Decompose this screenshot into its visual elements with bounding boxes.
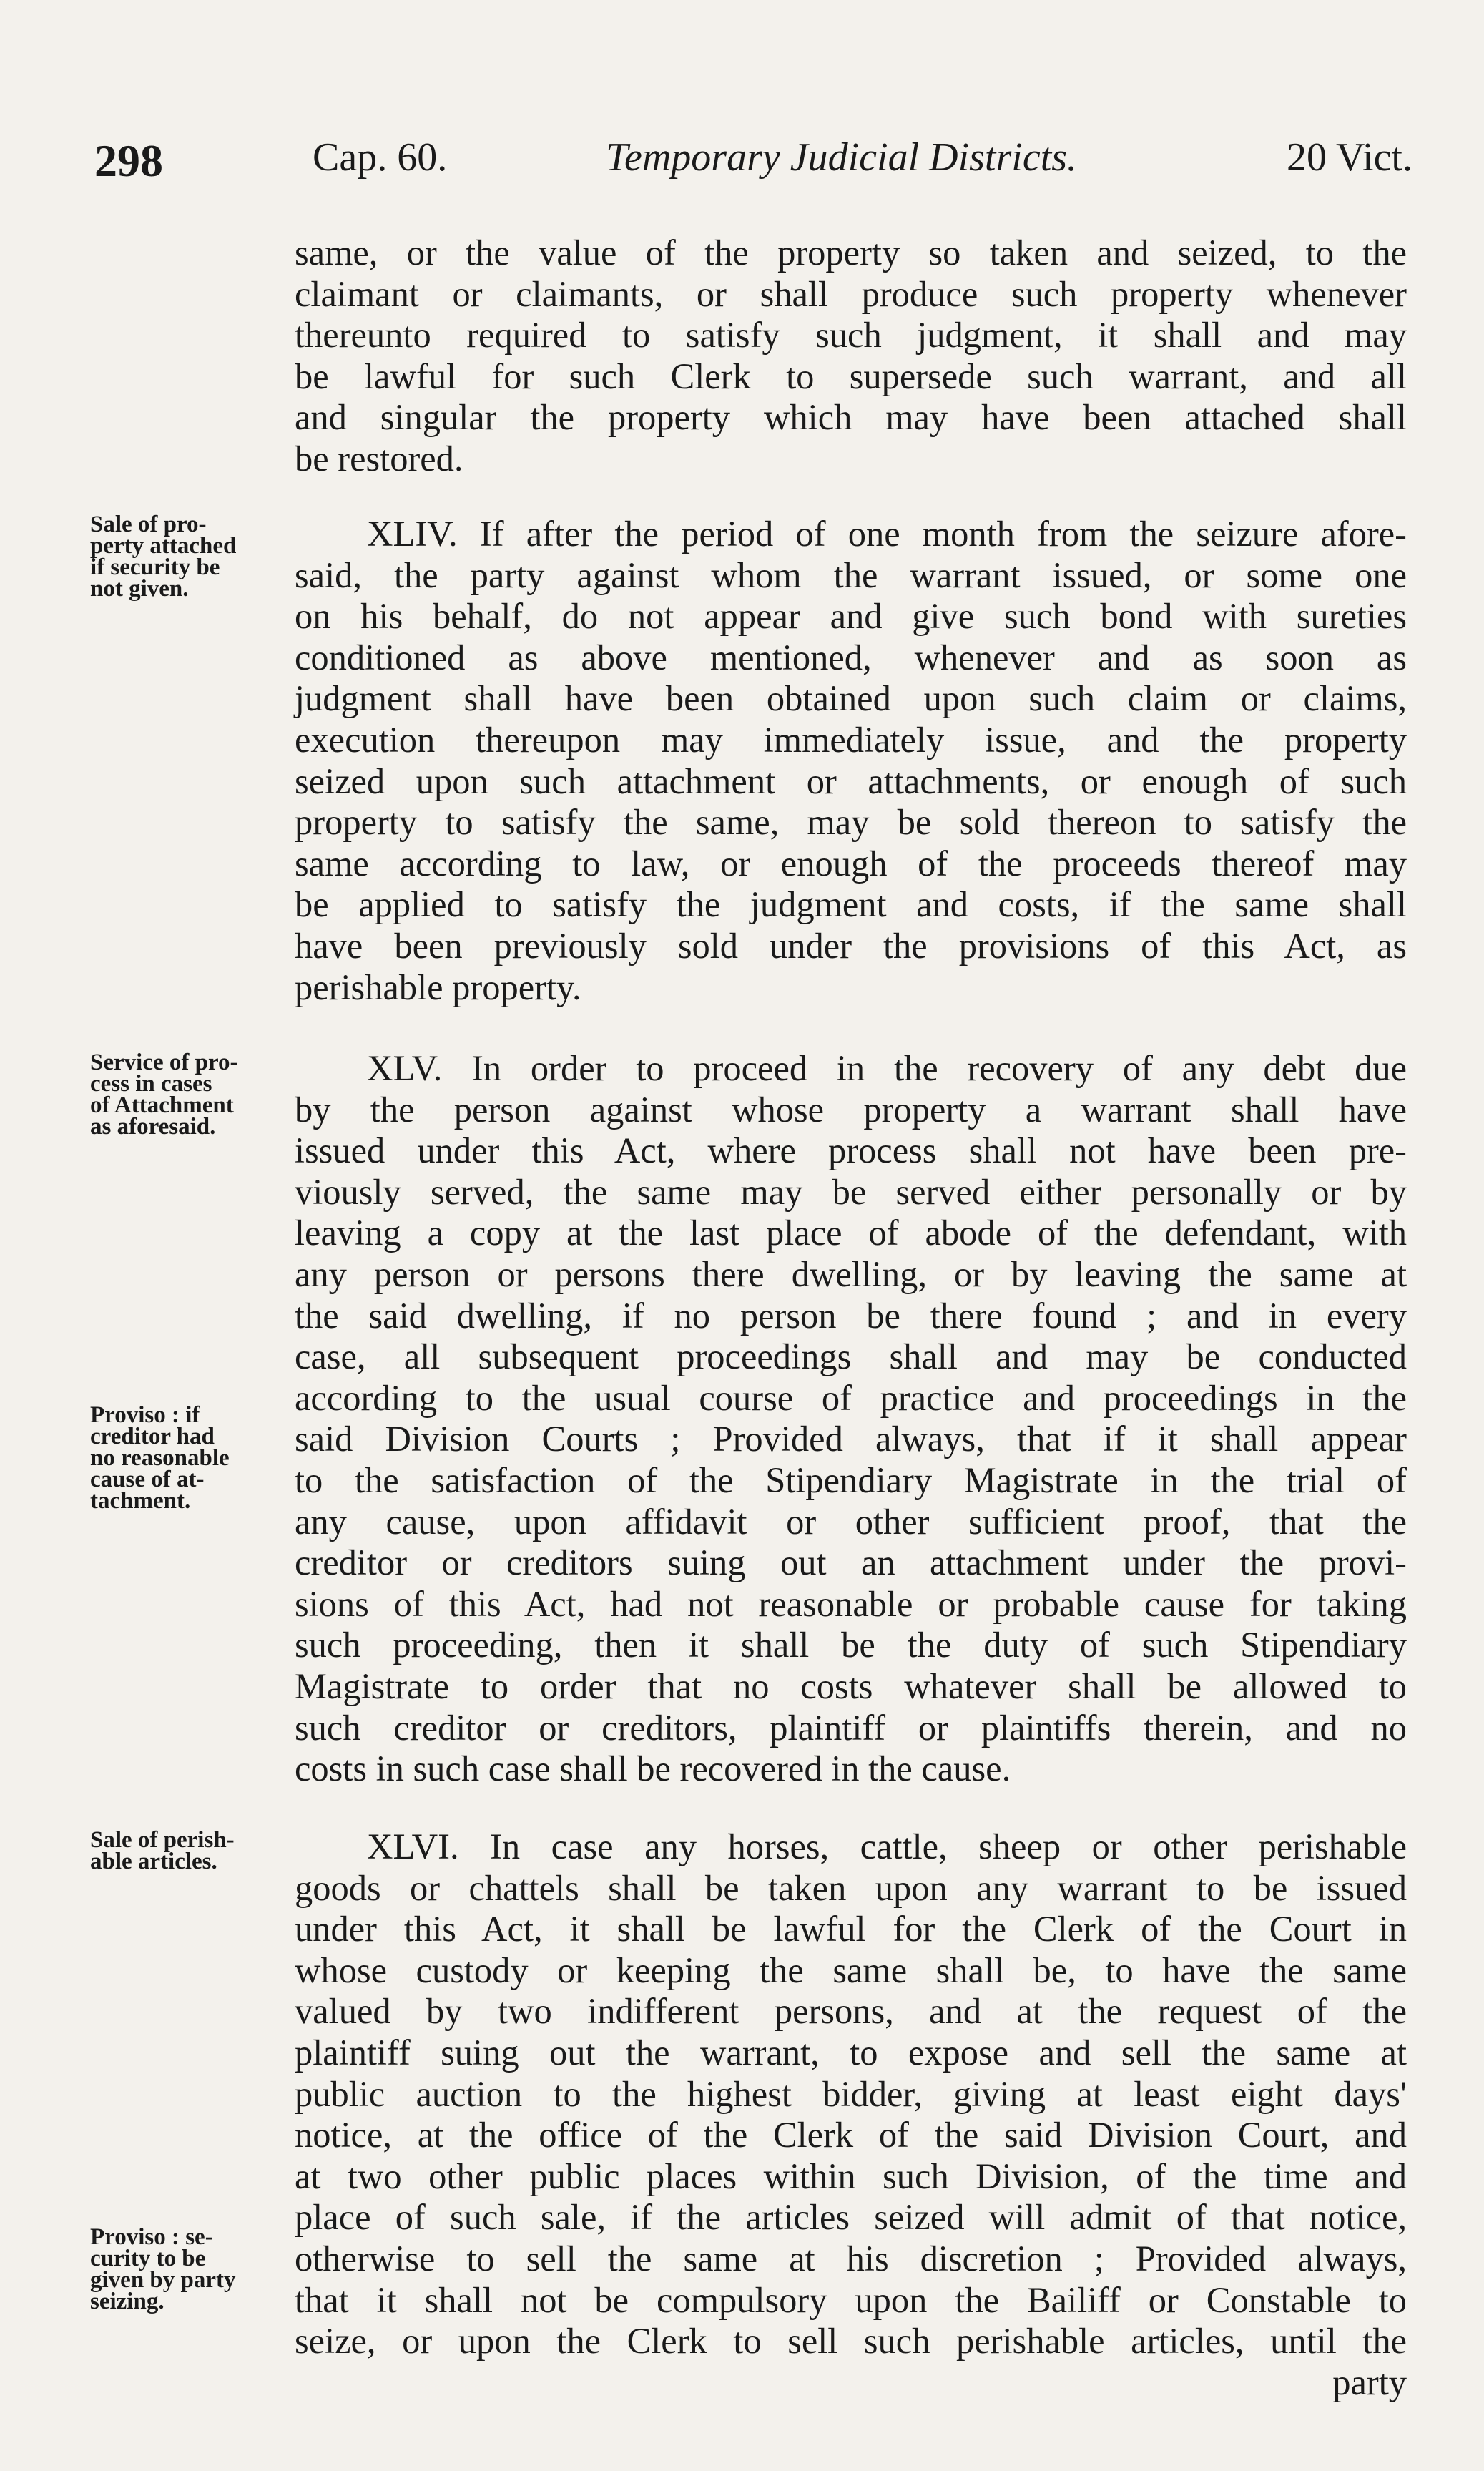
text-line-content: If after the period of one month from the seizure afore- (479, 514, 1407, 554)
margin-note-line: Sale of perish- (90, 1827, 235, 1853)
text-line: viously served, the same may be served either personally or by (295, 1171, 1407, 1212)
text-line: seized upon such attachment or attachments, or enough of such (295, 760, 1407, 801)
text-line-content: In case any horses, cattle, sheep or other perishable (490, 1826, 1407, 1866)
text-line: judgment shall have been obtained upon such claim or claims, (295, 678, 1407, 719)
margin-note-line: creditor had (90, 1424, 215, 1449)
text-line: such proceeding, then it shall be the duty of such Stipendiary (295, 1625, 1407, 1665)
margin-note-line: not given. (90, 576, 189, 602)
continuation-paragraph (295, 233, 1407, 480)
text-line: conditioned as above mentioned, whenever and as soon as (295, 637, 1407, 677)
text-line: be restored. (295, 438, 463, 479)
margin-note-line: curity to be (90, 2246, 206, 2271)
page-number: 298 (94, 135, 163, 186)
text-line: perishable property. (295, 967, 581, 1007)
section-xlv (295, 1048, 1407, 1790)
text-line: that it shall not be compulsory upon the Bailiff or Constable to (295, 2279, 1407, 2320)
text-line: seize, or upon the Clerk to sell such perishable articles, until the (295, 2321, 1407, 2362)
text-line: issued under this Act, where process shall not have been pre- (295, 1130, 1407, 1171)
margin-note-proviso-security (90, 2226, 298, 2312)
section-number: XLV. (367, 1048, 443, 1088)
text-line: costs in such case shall be recovered in the cause. (295, 1748, 1011, 1789)
section-xliv (295, 514, 1407, 1008)
text-line: plaintiff suing out the warrant, to expose and sell the same at (295, 2032, 1407, 2073)
catchword: party (1332, 2362, 1407, 2402)
text-line: goods or chattels shall be taken upon any warrant to be issued (295, 1867, 1407, 1908)
margin-note-line: cause of at- (90, 1467, 205, 1492)
text-line: at two other public places within such Division, of the time and (295, 2156, 1407, 2196)
running-header (94, 134, 1412, 199)
text-line: property to satisfy the same, may be sold thereon to satisfy the (295, 802, 1407, 843)
text-line: under this Act, it shall be lawful for the Clerk of the Court in (295, 1909, 1407, 1949)
text-line: such creditor or creditors, plaintiff or plaintiffs therein, and no (295, 1707, 1407, 1748)
margin-note-line: as aforesaid. (90, 1114, 216, 1140)
margin-note-proviso-creditor (90, 1404, 298, 1512)
text-line: on his behalf, do not appear and give such bond with sureties (295, 596, 1407, 637)
margin-note-line: Sale of pro- (90, 512, 207, 537)
text-line (295, 1826, 1407, 1868)
margin-note-line: of Attachment (90, 1092, 234, 1118)
text-line: creditor or creditors suing out an attachment under the provi- (295, 1542, 1407, 1583)
text-line: Magistrate to order that no costs whatever shall be allowed to (295, 1665, 1407, 1706)
margin-note-line: no reasonable (90, 1445, 230, 1471)
text-line: public auction to the highest bidder, giving at least eight days' (295, 2073, 1407, 2114)
text-line: any cause, upon affidavit or other sufficient proof, that the (295, 1501, 1407, 1542)
text-line: otherwise to sell the same at his discretion ; Provided always, (295, 2238, 1407, 2279)
text-line: to the satisfaction of the Stipendiary Magistrate in the trial of (295, 1459, 1407, 1500)
margin-note-line: perty attached (90, 533, 237, 559)
text-line: said Division Courts ; Provided always, that if it shall appear (295, 1419, 1407, 1459)
chapter-label: Cap. 60. (313, 135, 448, 180)
text-line: said, the party against whom the warrant issued, or some one (295, 554, 1407, 595)
text-line: leaving a copy at the last place of abode of the defendant, with (295, 1213, 1407, 1253)
text-line: by the person against whose property a warrant shall have (295, 1089, 1407, 1130)
section-number: XLVI. (367, 1826, 459, 1866)
text-line (295, 1048, 1407, 1090)
margin-note-service-of-process (90, 1049, 298, 1140)
text-line: have been previously sold under the provisions of this Act, as (295, 925, 1407, 966)
text-line: sions of this Act, had not reasonable or probable cause for taking (295, 1583, 1407, 1624)
regnal-year: 20 Vict. (1286, 135, 1412, 180)
text-line: be applied to satisfy the judgment and costs, if the same shall (295, 884, 1407, 925)
text-line: execution thereupon may immediately issue, and the property (295, 719, 1407, 760)
text-line: whose custody or keeping the same shall be, to have the same (295, 1949, 1407, 1990)
text-line (295, 514, 1407, 555)
margin-note-line: cess in cases (90, 1071, 212, 1097)
text-line: same according to law, or enough of the proceeds thereof may (295, 843, 1407, 884)
text-line-content: In order to proceed in the recovery of any debt due (471, 1048, 1407, 1088)
text-line: according to the usual course of practice and proceedings in the (295, 1377, 1407, 1418)
text-line: notice, at the office of the Clerk of the said Division Court, and (295, 2115, 1407, 2156)
text-line: valued by two indifferent persons, and at the request of the (295, 1991, 1407, 2032)
text-line: same, or the value of the property so taken and seized, to the (295, 233, 1407, 273)
margin-note-line: Proviso : se- (90, 2224, 213, 2250)
margin-note-line: Service of pro- (90, 1049, 238, 1075)
text-line: case, all subsequent proceedings shall and may be conducted (295, 1336, 1407, 1377)
margin-note-line: given by party (90, 2267, 236, 2293)
text-line: thereunto required to satisfy such judgment, it shall and may (295, 315, 1407, 356)
margin-note-sale-of-property (90, 514, 298, 600)
section-xlvi (295, 1826, 1407, 2403)
running-title: Temporary Judicial Districts. (606, 135, 1078, 180)
margin-note-sale-of-perishables (90, 1829, 298, 1872)
text-line: place of such sale, if the articles seized will admit of that notice, (295, 2197, 1407, 2238)
text-line: be lawful for such Clerk to supersede such warrant, and all (295, 356, 1407, 396)
margin-note-line: if security be (90, 554, 220, 580)
margin-note-line: able articles. (90, 1849, 217, 1874)
text-line: the said dwelling, if no person be there found ; and in every (295, 1295, 1407, 1336)
margin-note-line: Proviso : if (90, 1402, 200, 1428)
text-line: and singular the property which may have been attached shall (295, 397, 1407, 438)
margin-note-line: tachment. (90, 1488, 191, 1514)
text-line: claimant or claimants, or shall produce such property whenever (295, 273, 1407, 314)
margin-note-line: seizing. (90, 2289, 164, 2314)
text-line: any person or persons there dwelling, or by leaving the same at (295, 1253, 1407, 1294)
section-number: XLIV. (367, 514, 458, 554)
